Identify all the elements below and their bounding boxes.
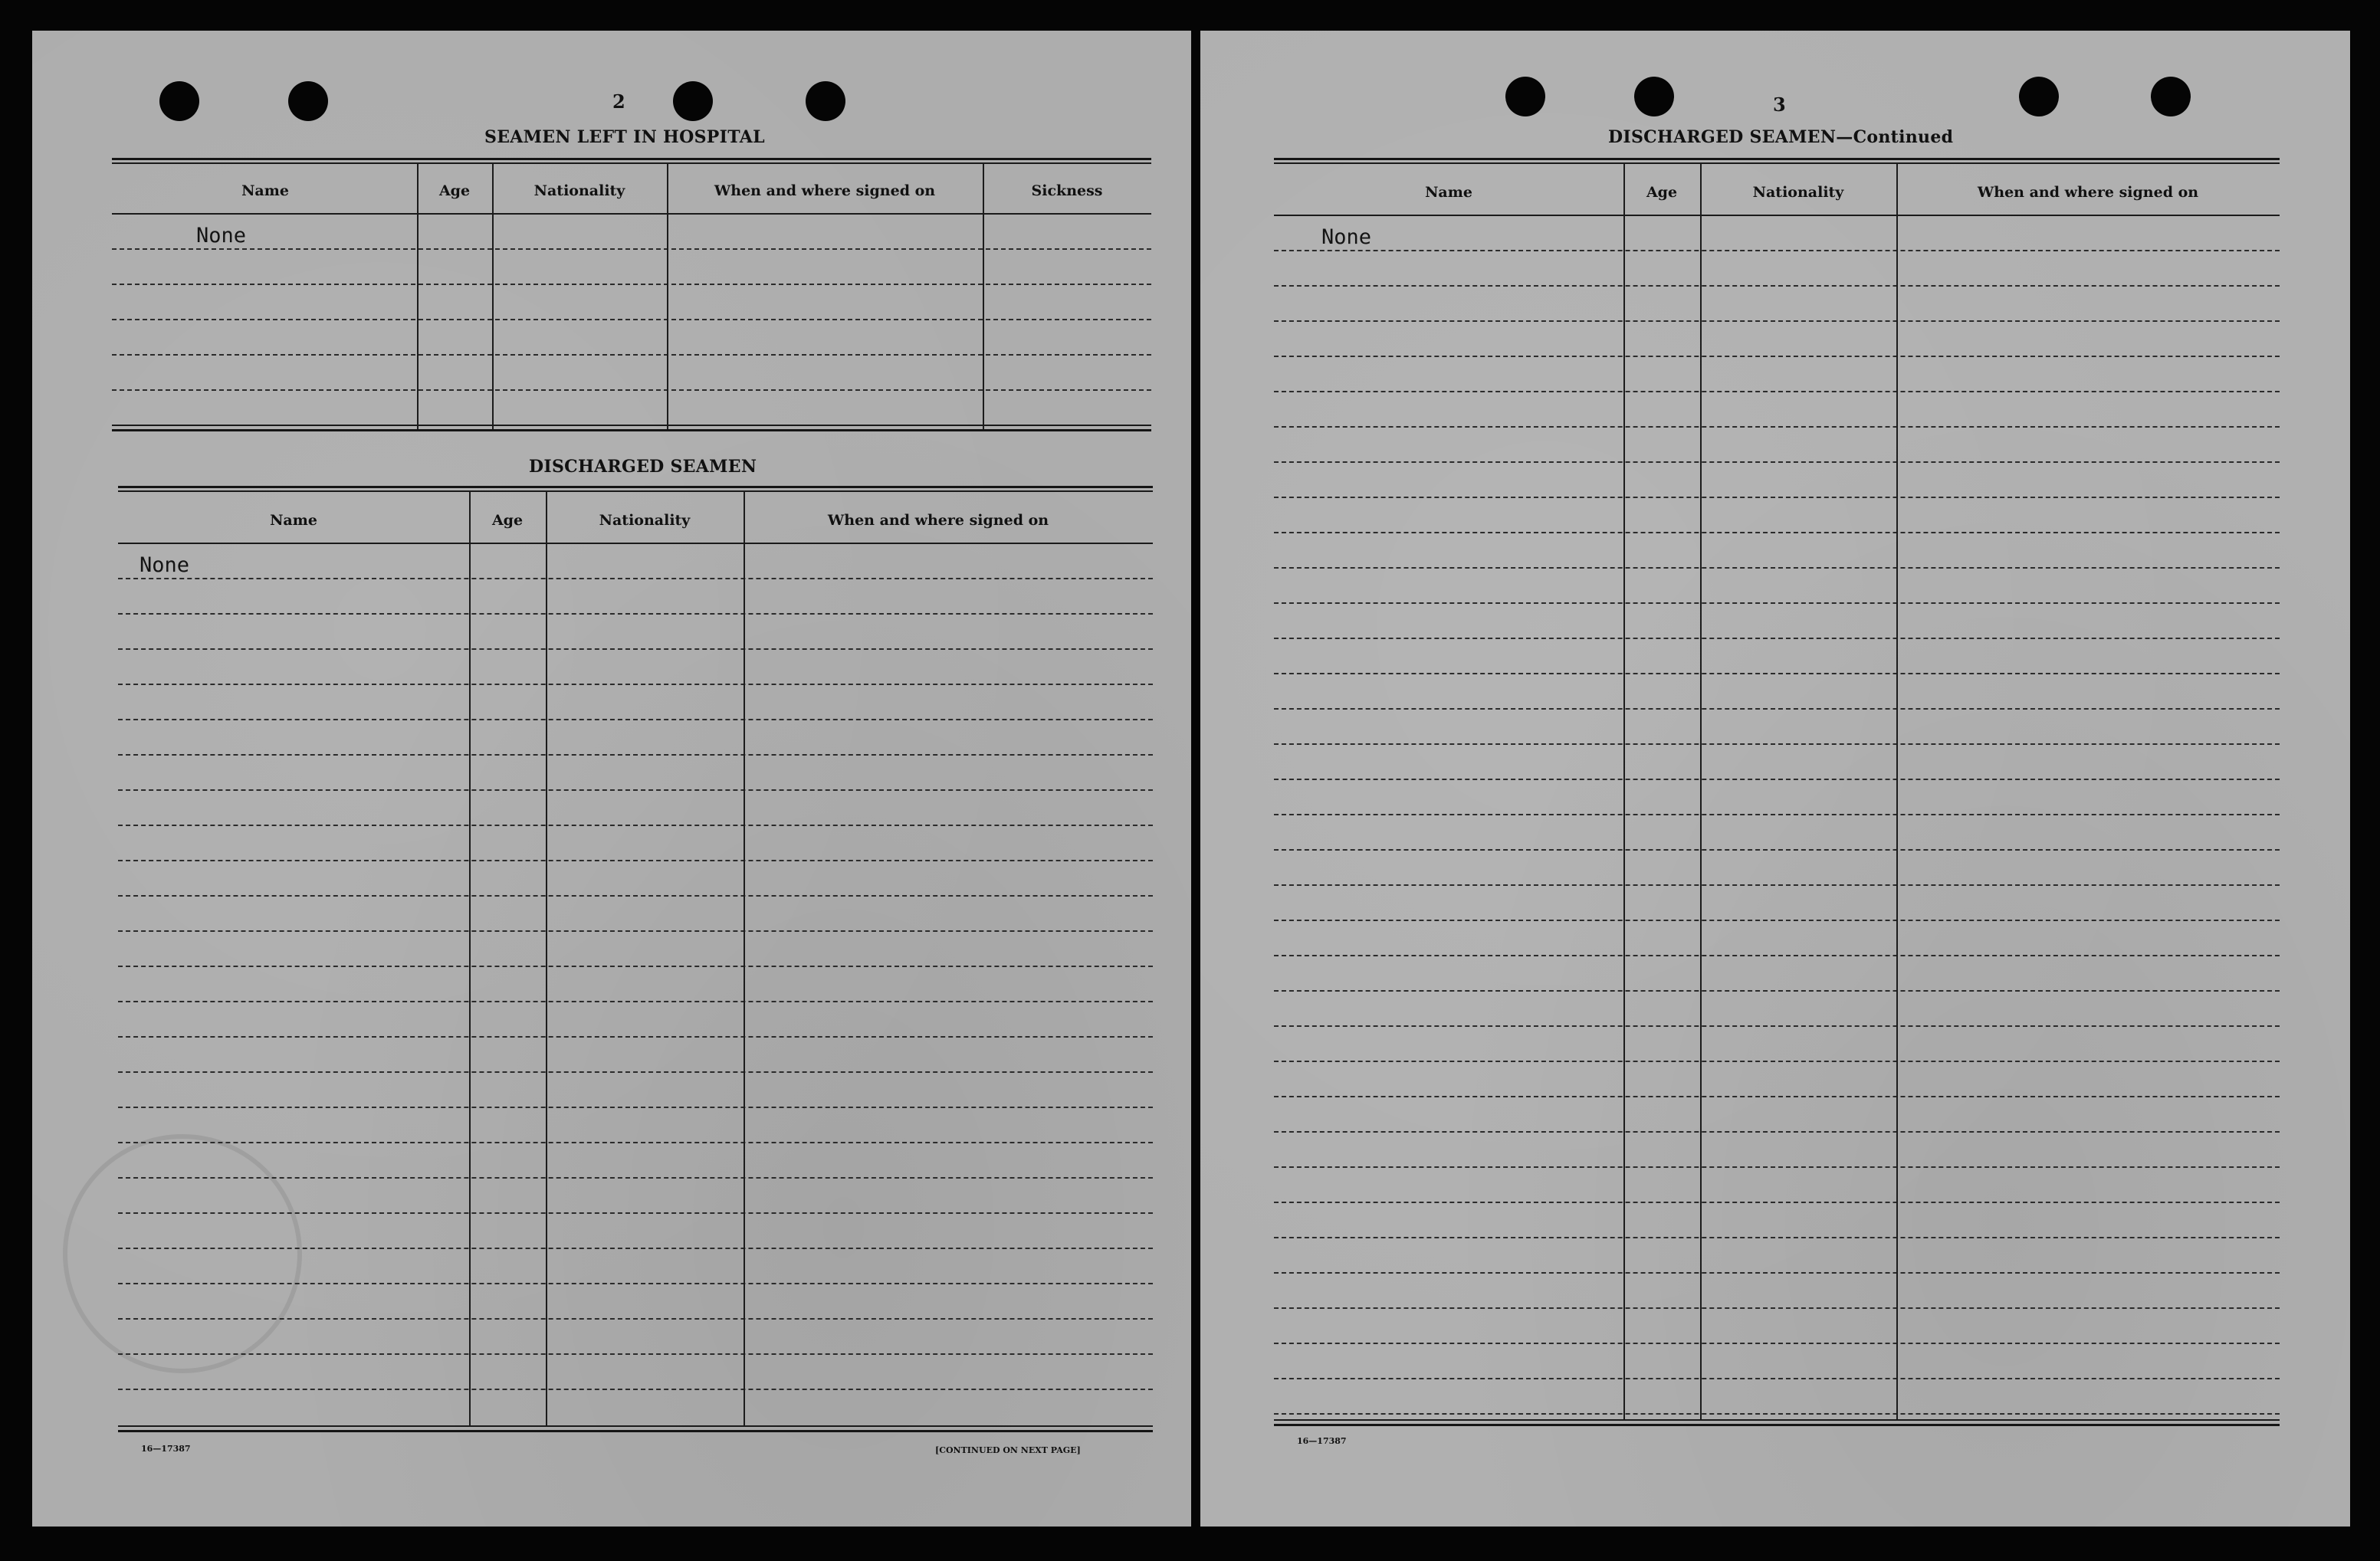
col-divider [744,490,745,1425]
table-rule [1274,158,2280,160]
table-rule [112,162,1151,164]
row-rule [1274,1413,2280,1415]
table-rule [118,490,1153,492]
continued-note: [CONTINUED ON NEXT PAGE] [935,1445,1081,1455]
row-rule [1274,955,2280,956]
faded-stamp [63,1134,302,1373]
row-rule [118,1177,1153,1179]
col-header-nationality: Nationality [533,182,625,199]
punch-hole [159,81,199,121]
row-rule [1274,1025,2280,1027]
row-rule [1274,461,2280,463]
row-rule [1274,320,2280,322]
section-title-suffix: —Continued [1836,127,1954,147]
punch-hole [288,81,328,121]
row-rule [1274,1096,2280,1097]
row-rule [112,319,1151,320]
row-rule [1274,814,2280,815]
table-rule [118,1430,1153,1432]
row-rule [112,284,1151,285]
col-divider [546,490,547,1425]
form-code: 16—17387 [1297,1436,1347,1446]
section-title-discharged-continued [1608,127,1953,147]
row-rule [1274,391,2280,392]
row-rule [1274,426,2280,428]
table-rule [1274,162,2280,164]
row-rule [1274,920,2280,921]
row-rule [1274,990,2280,992]
col-header-name: Name [1425,184,1472,201]
col-divider [1623,162,1625,1419]
section-title-text: DISCHARGED SEAMEN [1608,127,1837,147]
table-rule [118,543,1153,544]
row-rule [1274,356,2280,357]
discharged-continued-entry: None [1321,225,1372,249]
row-rule [1274,884,2280,886]
form-code: 16—17387 [141,1444,191,1454]
col-divider [1896,162,1898,1419]
row-rule [118,1107,1153,1108]
page-number: 2 [612,90,625,113]
row-rule [1274,673,2280,674]
col-header-name: Name [241,182,289,199]
punch-hole [2019,77,2059,116]
punch-hole [806,81,845,121]
row-rule [1274,1131,2280,1133]
table-rule [112,429,1151,431]
row-rule [1274,497,2280,498]
section-title-hospital: SEAMEN LEFT IN HOSPITAL [484,127,765,147]
table-rule [1274,1424,2280,1426]
row-rule [1274,1061,2280,1062]
col-divider [492,162,494,429]
row-rule [118,1142,1153,1143]
table-rule [1274,1419,2280,1421]
col-divider [667,162,668,429]
page-number: 3 [1773,93,1786,116]
col-header-name: Name [270,512,317,529]
row-rule [1274,567,2280,569]
row-rule [118,1318,1153,1320]
discharged-entry: None [140,553,190,577]
row-rule [118,1353,1153,1355]
col-divider [417,162,419,429]
row-rule [118,895,1153,897]
row-rule [118,1071,1153,1073]
col-header-signed-on: When and where signed on [1977,184,2199,201]
punch-hole [2151,77,2191,116]
row-rule [118,1036,1153,1038]
right-page [1200,31,2350,1527]
row-rule [1274,849,2280,851]
punch-hole [673,81,713,121]
row-rule [118,719,1153,720]
row-rule [1274,1166,2280,1168]
row-rule [118,1212,1153,1214]
col-header-nationality: Nationality [1752,184,1844,201]
row-rule [118,966,1153,967]
row-rule [118,930,1153,932]
col-divider [983,162,984,429]
col-header-sickness: Sickness [1031,182,1103,199]
left-page [32,31,1191,1527]
row-rule [118,648,1153,650]
row-rule [1274,602,2280,604]
row-rule [1274,1307,2280,1309]
col-divider [469,490,471,1425]
row-rule [118,613,1153,615]
table-rule [118,486,1153,488]
row-rule [1274,779,2280,780]
row-rule [118,860,1153,861]
table-rule [1274,215,2280,216]
section-title-discharged: DISCHARGED SEAMEN [529,457,757,477]
row-rule [118,1001,1153,1002]
row-rule [1274,1343,2280,1344]
col-divider [1700,162,1702,1419]
col-header-age: Age [491,512,524,529]
col-header-signed-on: When and where signed on [714,182,936,199]
row-rule [118,825,1153,826]
row-rule [1274,1202,2280,1203]
row-rule [112,389,1151,391]
punch-hole [1634,77,1674,116]
row-rule [1274,1272,2280,1274]
row-rule [1274,250,2280,251]
row-rule [118,684,1153,685]
hospital-entry: None [196,224,247,248]
row-rule [112,354,1151,356]
row-rule [118,578,1153,579]
table-rule [112,213,1151,215]
table-rule [112,425,1151,426]
row-rule [118,1283,1153,1284]
punch-hole [1505,77,1545,116]
row-rule [1274,1378,2280,1379]
col-header-age: Age [1646,184,1678,201]
row-rule [1274,708,2280,710]
row-rule [1274,1237,2280,1238]
row-rule [1274,532,2280,533]
row-rule [112,248,1151,250]
row-rule [118,789,1153,791]
row-rule [1274,285,2280,287]
row-rule [1274,743,2280,745]
row-rule [118,1248,1153,1249]
table-rule [112,158,1151,160]
row-rule [118,754,1153,756]
col-header-signed-on: When and where signed on [827,512,1049,529]
row-rule [1274,638,2280,639]
row-rule [118,1389,1153,1390]
table-rule [118,1425,1153,1427]
col-header-nationality: Nationality [599,512,691,529]
col-header-age: Age [438,182,471,199]
